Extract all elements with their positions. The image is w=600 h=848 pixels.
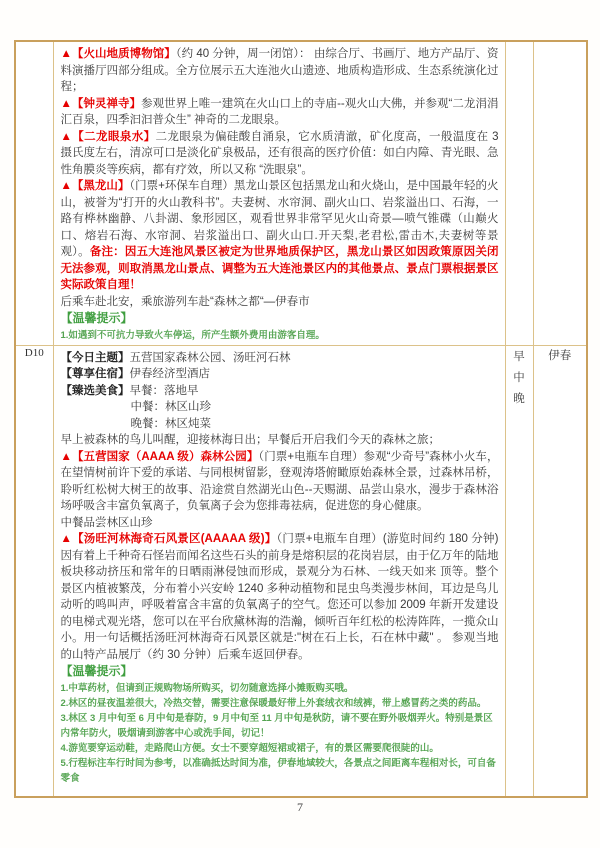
paragraph <box>61 531 499 663</box>
meal-label: 中 <box>513 371 525 384</box>
paragraph <box>61 399 499 416</box>
text-segment: 中餐：林区山珍 <box>130 401 211 413</box>
paragraph <box>61 310 499 328</box>
text-segment: 二龙眼泉为偏硅酸自涌泉，它水质清澈，矿化度高，一般温度在 3 摄氏度左右，清凉可口是淡化矿泉极品，还有很高的医疗价值：如白内障、青光眼、急性角膜炎等疾病，都有疗效，所以又称 “洗眼泉”。 <box>60 130 499 176</box>
text-segment: 【臻选美食】 <box>60 384 130 397</box>
paragraph <box>61 663 499 681</box>
paragraph <box>61 432 499 449</box>
text-segment: 【温馨提示】 <box>60 664 133 678</box>
paragraph <box>61 178 499 294</box>
text-segment: 后乘车赴北安，乘旅游列车赴“森林之都“—伊春市 <box>60 295 310 308</box>
text-segment: 1.中草药材，但请到正规购物场所购买，切勿随意选择小摊贩购买哦。 <box>60 682 354 694</box>
paragraph <box>61 366 499 383</box>
table-row <box>15 345 587 797</box>
tip-paragraph <box>61 756 499 786</box>
paragraph <box>61 294 499 311</box>
city-cell: 伊春 <box>533 345 587 797</box>
content-cell <box>53 41 505 345</box>
paragraph <box>61 383 499 400</box>
text-segment: 5.行程标注车行时间为参考，以准确抵达时间为准，伊春地域较大，各景点之间距离车程相对长，可自备零食 <box>60 757 496 784</box>
text-segment: 伊春经济型酒店 <box>129 368 210 380</box>
text-segment: 3.林区 3 月中旬至 6 月中旬是春防，9 月中旬至 11 月中旬是秋防，请不要在野外吸烟弄火。特别是景区内常年防火，吸烟请到游客中心或洗手间，切记！ <box>60 712 493 739</box>
text-segment: ▲【汤旺河林海奇石风景区(AAAAA 级)】 <box>60 533 277 545</box>
paragraph <box>61 46 499 96</box>
text-segment: 【尊享住宿】 <box>60 368 130 380</box>
tip-paragraph <box>61 741 499 756</box>
paragraph <box>61 416 499 433</box>
text-segment: 【今日主题】 <box>60 351 130 364</box>
text-segment: ▲【火山地质博物馆】 <box>60 48 176 60</box>
text-segment: 1.如遇到不可抗力导致火车停运，所产生额外费用由游客自理。 <box>60 329 325 341</box>
paragraph <box>61 515 499 532</box>
meals-cell <box>505 345 533 797</box>
text-segment: 2.林区的昼夜温差很大，冷热交替，需要注意保暖最好带上外套绒衣和绒裤，带上感冒药之类的药品。 <box>60 697 487 709</box>
tip-paragraph <box>61 711 499 741</box>
text-segment: 晚餐：林区炖菜 <box>130 417 211 430</box>
text-segment: 五营国家森林公园、汤旺河石林 <box>129 351 291 364</box>
content-cell <box>53 345 505 797</box>
paragraph <box>61 129 499 179</box>
text-segment: 中餐品尝林区山珍 <box>60 516 153 529</box>
meal-label: 晚 <box>513 392 525 405</box>
text-segment: 早上被森林的鸟儿叫醒，迎接林海日出；早餐后开启我们今天的森林之旅； <box>60 434 440 446</box>
text-segment: （门票+环保车自理）黑龙山景区包括黑龙山和火烧山，是中国最年轻的火山，被誉为“打开的火山教科书”。夫妻树、水帘洞、副火山口、岩浆溢出口、石海，一路有桦林幽静、八卦湖、象形园区，观看世界非常罕见火山奇景—喷气锥碟（山巅火口、熔岩石海、水帘洞、岩浆溢出口、副火山口.开天梨,老君松,雷击木,夫妻树等景观）。 <box>60 180 499 258</box>
day-cell: D10 <box>15 345 53 797</box>
table-row <box>15 41 587 345</box>
itinerary-table <box>14 40 588 798</box>
text-segment: （门票+电瓶车自理）参观“少奇号”森林小火车，在望情树前许下爱的承诺、与同根树留影，登观涛塔俯瞰原始森林全景，过森林吊桥， 聆听红松树大树王的故事、沿途赏自然湖光山色--天赐湖、品尝山泉水，漫步于森林浴场呼吸含丰富负氧离子，负氧离子会为您排毒祛病，促进您的身心健康。 <box>60 450 499 512</box>
page-number: 7 <box>297 800 303 814</box>
text-segment: ▲【黑龙山】 <box>60 180 130 192</box>
text-segment: 【温馨提示】 <box>60 311 133 325</box>
text-segment: 早餐：落地早 <box>129 384 199 397</box>
tip-paragraph <box>61 328 499 343</box>
text-segment: ▲【二龙眼泉水】 <box>60 130 156 143</box>
tip-paragraph <box>61 681 499 696</box>
text-segment: （门票+电瓶车自理）(游览时间约 180 分钟)因有着上千种奇石怪岩而闻名这些石头的前身是熔积层的花岗岩层，由于亿万年的陆地板块移动挤压和常年的日晒雨淋侵蚀而形成，景观分为石林、一线天如来 顶等。整个景区内植被繁茂，分布着小兴安岭 1240 多种动植物和昆虫鸟类漫步林间，耳边是鸟儿动听的鸣叫声，呼吸着富含丰富的负氧离子的空气。您还可以参加 2009 年新开发建设的电梯式观光塔，您可以在平台欣黛林海的浩瀚，倾听百年红松的松涛阵阵，一揽众山小。用一句话概括汤旺河林海奇石风景区就是:"树在石上长，石在林中藏" 。 参观当地的山特产品展厅（约 30 分钟）后乘车返回伊春。 <box>60 533 499 661</box>
paragraph <box>61 449 499 515</box>
text-segment: 参观世界上唯一建筑在火山口上的寺庙--观火山大佛，并参观“二龙涓涓汇百泉，四季汩汩普众生” 神奇的二龙眼泉。 <box>60 97 499 126</box>
day-cell <box>15 41 53 345</box>
paragraph <box>61 350 499 367</box>
paragraph <box>61 96 499 129</box>
meals-cell <box>505 41 533 345</box>
tip-paragraph <box>61 696 499 711</box>
text-segment: （约 40 分钟，周一闭馆）： 由综合厅、书画厅、地方产品厅、资料演播厅四部分组成。全方位展示五大连池火山遗迹、地质构造形成、生态系统演化过程； <box>60 48 499 93</box>
meal-label: 早 <box>513 350 525 363</box>
text-segment: 4.游览要穿运动鞋，走路爬山方便。女士不要穿超短裙或裙子，有的景区需要爬很陡的山。 <box>60 742 439 754</box>
text-segment: ▲【五营国家（AAAA 级）森林公园】 <box>60 450 259 463</box>
city-cell <box>533 41 587 345</box>
text-segment: ▲【钟灵禅寺】 <box>60 97 142 110</box>
text-segment: 备注：因五大连池风景区被定为世界地质保护区，黑龙山景区如因政策原因关闭无法参观，则取消黑龙山景点、调整为五大连池景区内的其他景点、景点门票根据景区实际政策自理！ <box>60 246 499 291</box>
